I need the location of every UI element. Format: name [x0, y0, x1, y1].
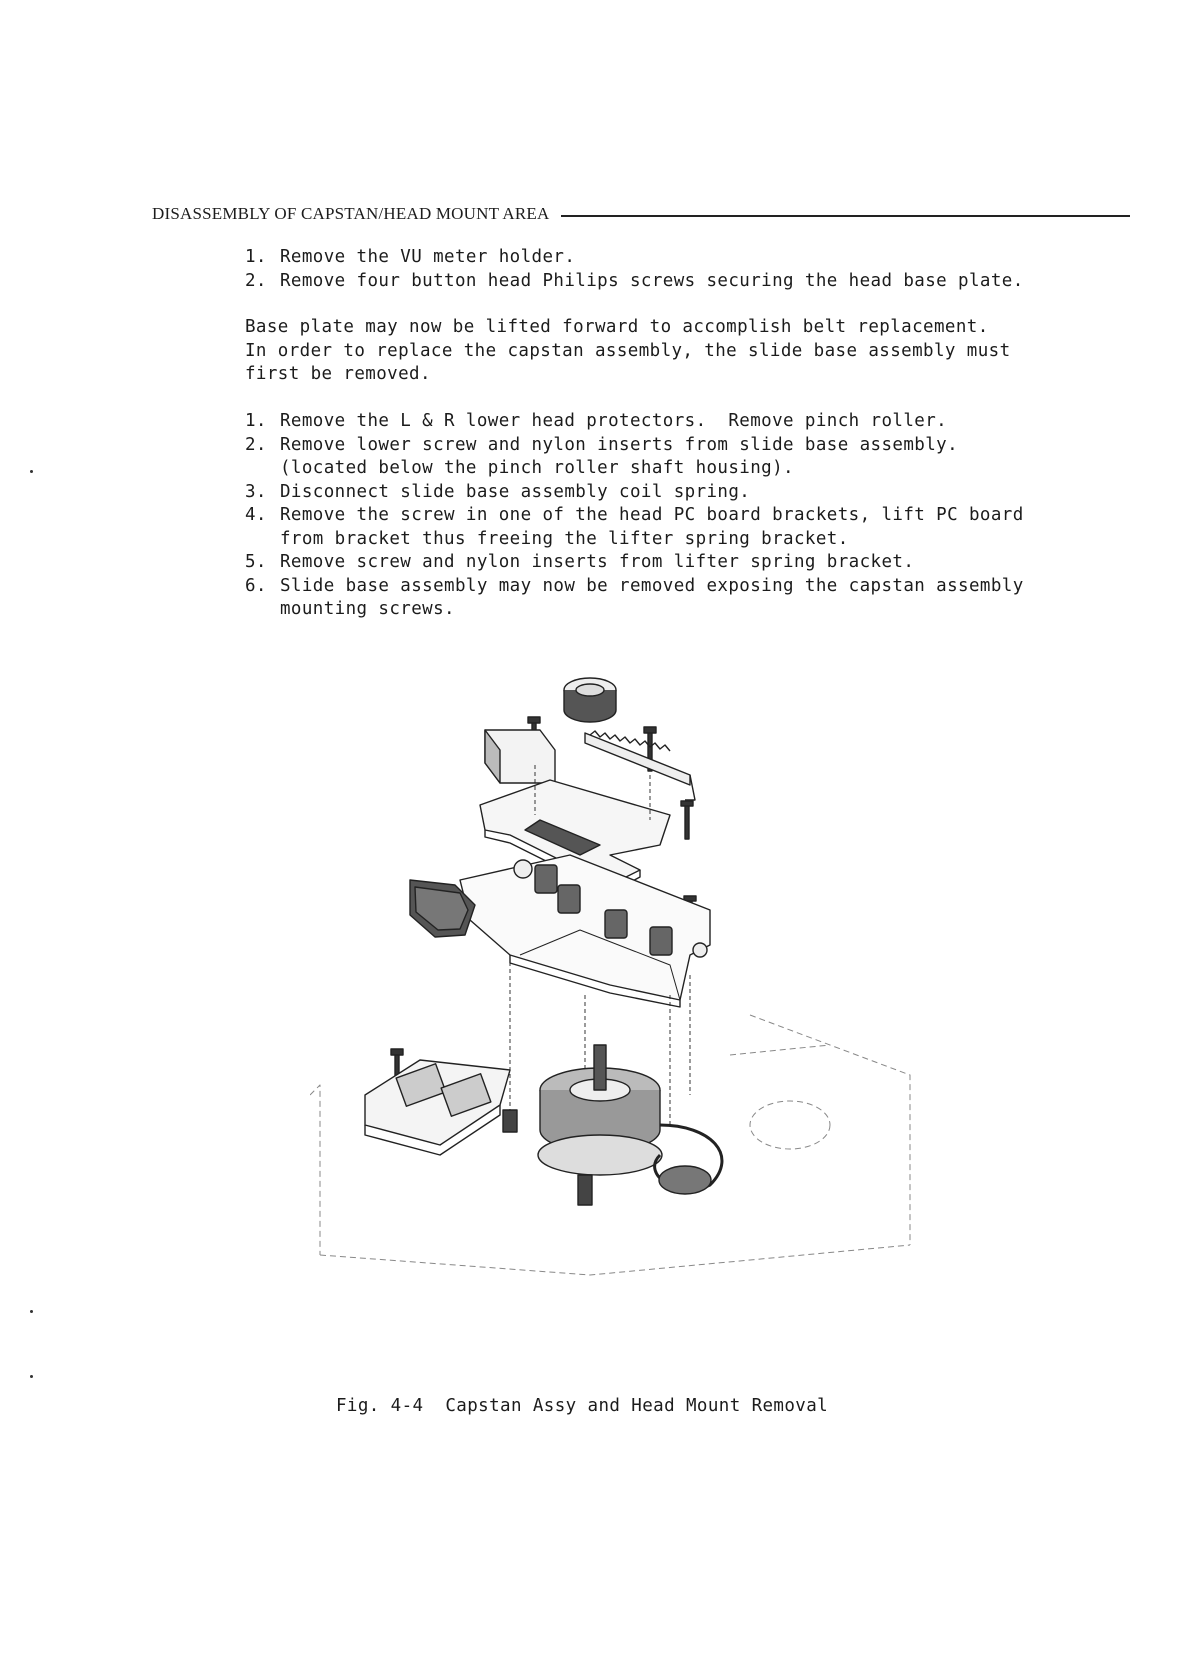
step-text: Slide base assembly may now be removed exposing the capstan assembly mounting screws.	[280, 575, 1024, 619]
step-number: 1.	[245, 411, 267, 431]
step-text: Remove four button head Philips screws securing the head base plate.	[280, 270, 1024, 291]
step-text: Remove the L & R lower head protectors. Remove pinch roller.	[280, 411, 948, 431]
step-number: 2.	[245, 270, 267, 291]
capstan-assembly-exploded-diagram	[310, 655, 970, 1345]
step-text: Disconnect slide base assembly coil spring.	[280, 481, 751, 502]
scan-speck	[30, 1310, 33, 1313]
list-item	[245, 270, 1105, 294]
step-number: 3.	[245, 481, 267, 502]
scan-speck	[30, 470, 33, 473]
capstan-flywheel	[538, 1045, 722, 1194]
section-heading	[152, 204, 1130, 224]
list-item	[245, 481, 1105, 505]
scan-speck	[30, 1375, 33, 1378]
figure-caption: Fig. 4-4 Capstan Assy and Head Mount Removal	[336, 1396, 829, 1416]
step-number: 6.	[245, 575, 267, 596]
step-number: 2.	[245, 434, 267, 455]
head-protector	[485, 730, 555, 783]
list-item	[245, 434, 1105, 481]
pinch-roller	[564, 678, 616, 722]
step-text: Remove lower screw and nylon inserts from slide base assembly. (located below the pinch roller shaft housing).	[280, 434, 959, 478]
section-heading-text: DISASSEMBLY OF CAPSTAN/HEAD MOUNT AREA	[152, 204, 550, 223]
list-item	[245, 504, 1105, 551]
step-text: Remove the VU meter holder.	[280, 247, 576, 267]
heading-rule	[561, 215, 1130, 217]
step-number: 1.	[245, 247, 267, 267]
slide-bar	[585, 731, 695, 800]
body-paragraph: Base plate may now be lifted forward to accomplish belt replacement. In order to replace the capstan assembly, the slide base assembly must first be removed.	[245, 317, 1011, 384]
step-number: 5.	[245, 552, 267, 572]
list-item	[245, 410, 1105, 434]
list-item	[245, 575, 1105, 622]
vu-meter-holder	[365, 1060, 510, 1155]
step-text: Remove screw and nylon inserts from lifter spring bracket.	[280, 552, 915, 572]
steps-list-a	[245, 246, 1105, 293]
list-item	[245, 246, 1105, 270]
step-number: 4.	[245, 505, 267, 525]
step-text: Remove the screw in one of the head PC board brackets, lift PC board from bracket thus freeing the lifter spring bracket.	[280, 505, 1024, 549]
list-item	[245, 551, 1105, 575]
steps-list-b	[245, 410, 1105, 622]
